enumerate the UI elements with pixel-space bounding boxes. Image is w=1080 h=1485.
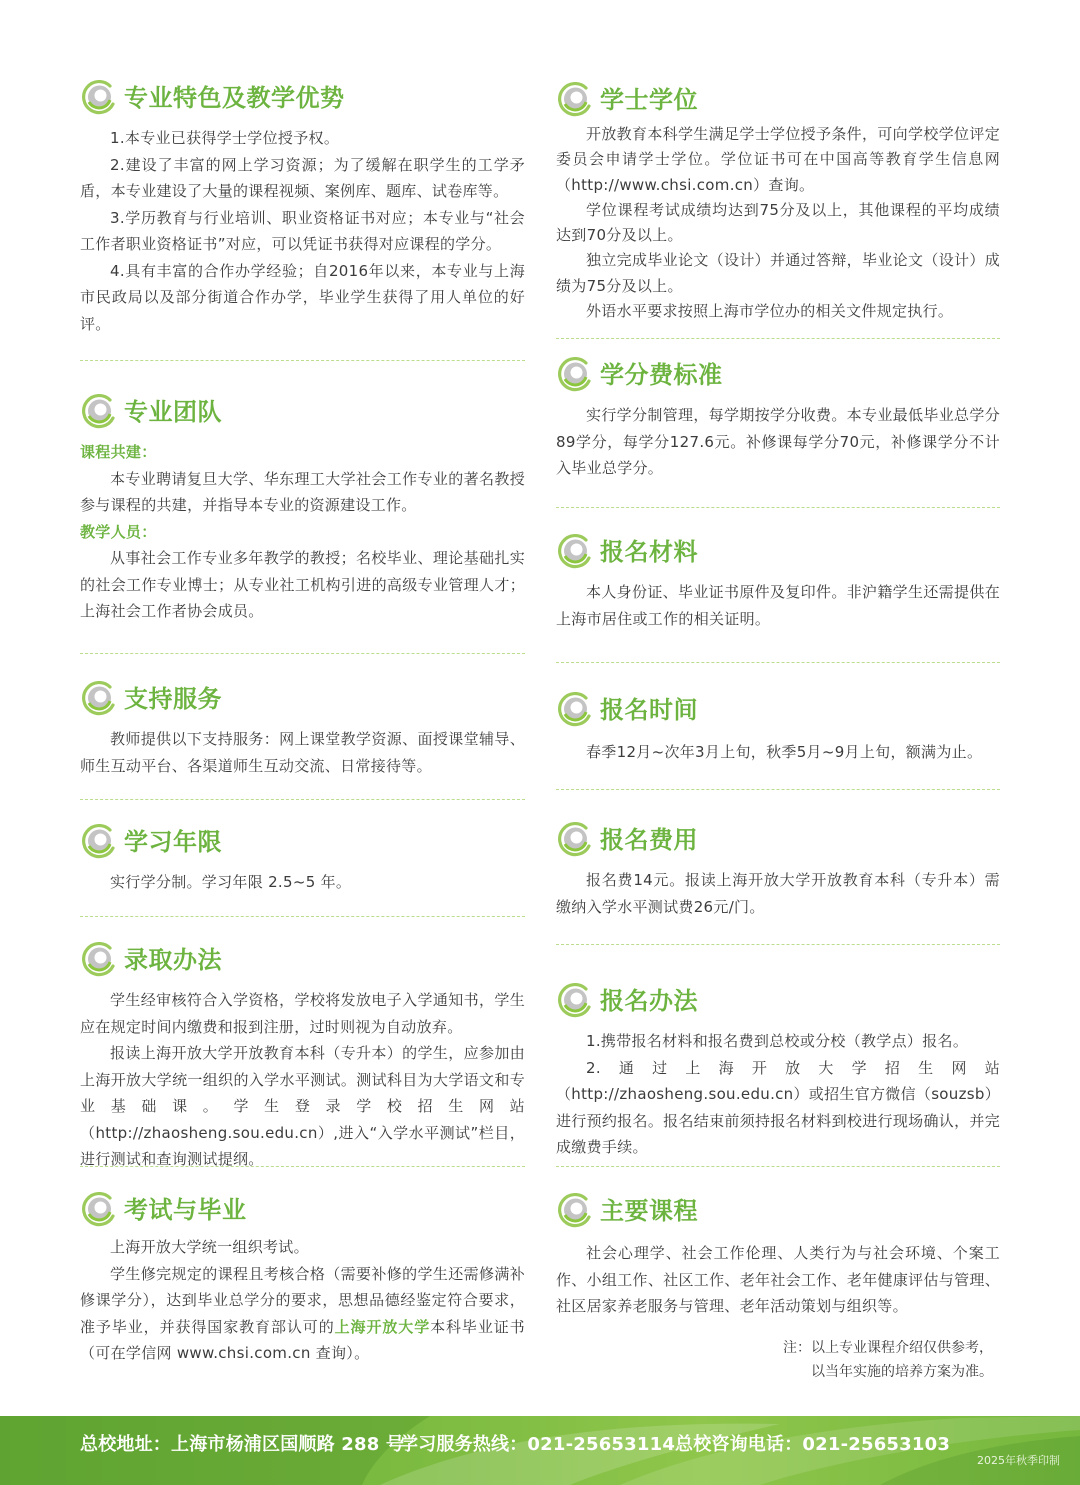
- section-body: [556, 1028, 1000, 1161]
- paragraph: 报名费14元。报读上海开放大学开放教育本科（专升本）需缴纳入学水平测试费26元/门。: [556, 871, 1000, 916]
- footer-hotline: 学习服务热线：021-25653114: [400, 1434, 676, 1455]
- section-method: [556, 983, 1000, 1161]
- section-time: [556, 692, 1000, 766]
- paragraph: 社会心理学、社会工作伦理、人类行为与社会环境、个案工作、小组工作、社区工作、老年社会工作、老年健康评估与管理、社区居家养老服务与管理、老年活动策划与组织等。: [556, 1244, 1000, 1315]
- paragraph: 独立完成毕业论文（设计）并通过答辩，毕业论文（设计）成绩为75分及以上。: [556, 251, 1000, 295]
- section-body: [80, 439, 525, 625]
- staff-label: 教学人员：: [80, 522, 157, 541]
- paragraph: 1.本专业已获得学士学位授予权。: [110, 129, 340, 147]
- paragraph: 学位课程考试成绩均达到75分及以上，其他课程的平均成绩达到70分及以上。: [556, 200, 1000, 245]
- dashed-divider: [80, 916, 525, 917]
- section-body: [80, 1234, 525, 1367]
- section-title: 主要课程: [600, 1197, 698, 1225]
- paragraph: 上海开放大学统一组织考试。: [110, 1238, 309, 1256]
- section-title: 学分费标准: [600, 361, 723, 389]
- paragraph: 本专业聘请复旦大学、华东理工大学社会工作专业的著名教授参与课程的共建，并指导本专业的资源建设工作。: [80, 469, 525, 514]
- course-note: [693, 1336, 993, 1384]
- section-heading: [80, 394, 525, 430]
- section-body: [80, 987, 525, 1173]
- section-heading: [556, 822, 1000, 858]
- note-line: 以当年实施的培养方案为准。: [811, 1364, 993, 1380]
- section-graduation: [80, 1192, 525, 1367]
- section-support: [80, 681, 525, 779]
- green-swirl-circle-icon: [556, 1193, 592, 1229]
- section-heading: [80, 824, 525, 860]
- paragraph: 3.学历教育与行业培训、职业资格证书对应；本专业与“社会工作者职业资格证书”对应，可以凭证书获得对应课程的学分。: [80, 208, 525, 253]
- green-swirl-circle-icon: [80, 824, 116, 860]
- section-body: [80, 726, 525, 779]
- section-heading: [80, 1192, 525, 1228]
- green-swirl-circle-icon: [80, 681, 116, 717]
- course-label: 课程共建：: [80, 443, 157, 461]
- section-fees: [556, 822, 1000, 920]
- section-body: [556, 739, 1000, 766]
- paragraph: 本人身份证、毕业证书原件及复印件。非沪籍学生还需提供在上海市居住或工作的相关证明。: [556, 583, 1000, 628]
- section-body: [556, 579, 1000, 632]
- paragraph: 教师提供以下支持服务：网上课堂教学资源、面授课堂辅导、师生互动平台、各渠道师生互动交流、日常接待等。: [80, 730, 525, 775]
- section-heading: [80, 681, 525, 717]
- green-swirl-circle-icon: [556, 357, 592, 393]
- section-heading: [556, 534, 1000, 570]
- section-title: 录取办法: [124, 946, 222, 974]
- paragraph: 报读上海开放大学开放教育本科（专升本）的学生，应参加由上海开放大学统一组织的入学水平测试。测试科目为大学语文和专业基础课。学生登录学校招生网站（http://zhaosheng.sou.edu.cn）,进入“入学水平测试”栏目，进行测试和查询测试提纲。: [80, 1044, 525, 1168]
- dashed-divider: [556, 507, 1000, 508]
- green-swirl-circle-icon: [556, 82, 592, 118]
- paragraph: 学生经审核符合入学资格，学校将发放电子入学通知书，学生应在规定时间内缴费和报到注册，过时则视为自动放弃。: [80, 991, 525, 1036]
- section-credit-fee: [556, 357, 1000, 482]
- paragraph: 开放教育本科学生满足学士学位授予条件，可向学校学位评定委员会申请学士学位。学位证书可在中国高等教育学生信息网（http://www.chsi.com.cn）查询。: [556, 125, 1000, 194]
- section-body: [556, 402, 1000, 482]
- section-degree: [556, 82, 1000, 324]
- green-swirl-circle-icon: [80, 80, 116, 116]
- paragraph: 4.具有丰富的合作办学经验；自2016年以来，本专业与上海市民政局以及部分街道合作办学，毕业学生获得了用人单位的好评。: [80, 261, 525, 333]
- section-title: 报名办法: [600, 987, 698, 1015]
- paragraph: 实行学分制管理，每学期按学分收费。本专业最低毕业总学分89学分，每学分127.6元。补修课每学分70元，补修课学分不计入毕业总学分。: [556, 406, 1000, 477]
- green-swirl-circle-icon: [80, 1192, 116, 1228]
- section-heading: [80, 942, 525, 978]
- dashed-divider: [80, 653, 525, 654]
- footer-consult-phone: 总校咨询电话：021-25653103: [675, 1434, 951, 1455]
- section-title: 学士学位: [600, 86, 698, 114]
- section-heading: [556, 82, 1000, 118]
- section-title: 支持服务: [124, 685, 222, 713]
- dashed-divider: [556, 789, 1000, 790]
- section-body: [556, 122, 1000, 324]
- footer-bar: [0, 1416, 1080, 1485]
- section-title: 专业特色及教学优势: [124, 84, 345, 112]
- paragraph: 外语水平要求按照上海市学位办的相关文件规定执行。: [586, 302, 954, 321]
- green-swirl-circle-icon: [80, 942, 116, 978]
- section-heading: [556, 1193, 1000, 1229]
- section-title: 考试与毕业: [124, 1196, 247, 1224]
- section-duration: [80, 824, 525, 896]
- section-title: 报名材料: [600, 538, 698, 566]
- text: 学生修完规定的课程且考核合格（需要补修的学生还需修满补修课学分），达到毕业总学分的要求，思想品德经鉴定符合要求，准予毕业，并获得国家教育部认可的: [80, 1264, 525, 1336]
- section-title: 报名时间: [600, 696, 698, 724]
- section-title: 学习年限: [124, 828, 222, 856]
- section-heading: [556, 692, 1000, 728]
- highlight-university-name: 上海开放大学: [334, 1317, 431, 1336]
- paragraph: 1.携带报名材料和报名费到总校或分校（教学点）报名。: [586, 1032, 969, 1050]
- paragraph: 春季12月~次年3月上旬，秋季5月~9月上旬，额满为止。: [586, 743, 983, 761]
- green-swirl-circle-icon: [556, 534, 592, 570]
- paragraph: 实行学分制。学习年限 2.5~5 年。: [110, 873, 352, 891]
- green-swirl-circle-icon: [556, 822, 592, 858]
- green-swirl-circle-icon: [80, 394, 116, 430]
- section-heading: [556, 983, 1000, 1019]
- paragraph: 2.通过上海开放大学招生网站（http://zhaosheng.sou.edu.cn）或招生官方微信（souzsb）进行预约报名。报名结束前须持报名材料到校进行现场确认，并完成缴费手续。: [556, 1058, 1001, 1156]
- paragraph: 2.建设了丰富的网上学习资源；为了缓解在职学生的工学矛盾，本专业建设了大量的课程视频、案例库、题库、试卷库等。: [80, 155, 525, 200]
- green-swirl-circle-icon: [556, 692, 592, 728]
- dashed-divider: [80, 1166, 525, 1167]
- dashed-divider: [556, 944, 1000, 945]
- text: 本科毕业证书（可在学信网 www.chsi.com.cn 查询）。: [80, 1317, 525, 1362]
- section-body: [556, 1240, 1000, 1320]
- note-line: 注：以上专业课程介绍仅供参考，: [783, 1340, 993, 1356]
- section-body: [80, 869, 525, 896]
- section-body: [80, 125, 525, 337]
- paragraph: 从事社会工作专业多年教学的教授；名校毕业、理论基础扎实的社会工作专业博士；从专业社工机构引进的高级专业管理人才；上海社会工作者协会成员。: [80, 549, 525, 620]
- section-title: 专业团队: [124, 398, 222, 426]
- section-features: [80, 80, 525, 337]
- dashed-divider: [556, 662, 1000, 663]
- print-date-note: 2025年秋季印制: [977, 1454, 1060, 1467]
- section-admission: [80, 942, 525, 1173]
- dashed-divider: [556, 1166, 1000, 1167]
- dashed-divider: [80, 799, 525, 800]
- section-materials: [556, 534, 1000, 632]
- dashed-divider: [556, 338, 1000, 339]
- dashed-divider: [80, 360, 525, 361]
- section-team: [80, 394, 525, 625]
- section-body: [556, 867, 1000, 920]
- section-courses: [556, 1193, 1000, 1320]
- green-swirl-circle-icon: [556, 983, 592, 1019]
- section-title: 报名费用: [600, 826, 698, 854]
- section-heading: [556, 357, 1000, 393]
- section-heading: [80, 80, 525, 116]
- paragraph: [80, 1261, 525, 1367]
- footer-address: 总校地址：上海市杨浦区国顺路 288 号: [80, 1434, 405, 1455]
